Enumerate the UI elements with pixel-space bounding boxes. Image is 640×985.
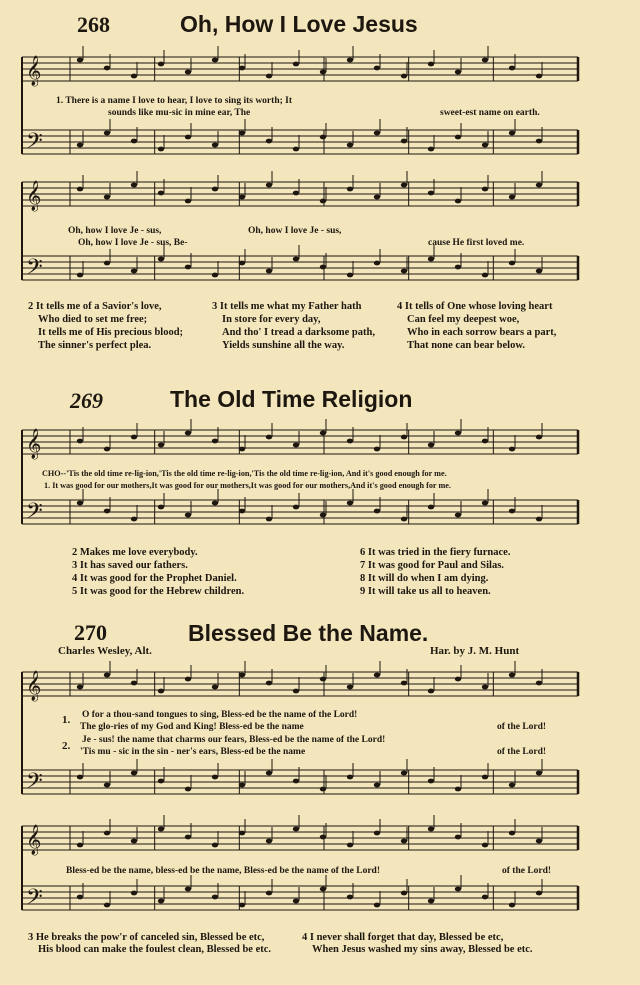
svg-text:𝄢: 𝄢 bbox=[26, 255, 43, 285]
lyric-line: 'Tis mu - sic in the sin - ner's ears, Bless-ed be the name bbox=[80, 747, 306, 757]
hymn-number-269: 269 bbox=[70, 388, 103, 413]
arranger-credit: Har. by J. M. Hunt bbox=[430, 645, 520, 657]
verse-block: 3 It tells me what my Father hath In store for every day, And tho' I tread a darksome path, Yields sunshine all the way. bbox=[212, 301, 375, 351]
staff bbox=[22, 419, 578, 460]
verse-block: 3 He breaks the pow'r of canceled sin, Blessed be etc, His blood can make the foulest clean, Blessed be etc. bbox=[28, 932, 272, 955]
staff bbox=[22, 815, 578, 856]
lyric-line: 1. There is a name I love to hear, I love to sing its worth; It bbox=[56, 96, 292, 106]
stanza-marker: 1. bbox=[62, 714, 71, 726]
svg-text:𝄞: 𝄞 bbox=[26, 825, 42, 855]
lyric-line: 1. It was good for our mothers,It was good for our mothers,It was good for our mothers,And it's good enough for me. bbox=[44, 481, 451, 490]
staff bbox=[22, 171, 578, 212]
svg-text:𝄞: 𝄞 bbox=[26, 181, 42, 211]
lyric-line: Oh, how I love Je - sus, bbox=[248, 226, 342, 236]
verse-block: 4 It tells of One whose loving heart Can feel my deepest woe, Who in each sorrow bears a part, That none can bear below. bbox=[397, 301, 557, 351]
svg-text:𝄞: 𝄞 bbox=[26, 671, 42, 701]
staff bbox=[22, 489, 578, 529]
lyric-line: Bless-ed be the name, bless-ed be the name, Bless-ed be the name of the Lord! bbox=[66, 866, 381, 876]
lyric-line: sounds like mu-sic in mine ear, The bbox=[108, 108, 251, 118]
author-credit: Charles Wesley, Alt. bbox=[58, 645, 152, 657]
svg-text:𝄢: 𝄢 bbox=[26, 769, 43, 799]
svg-text:𝄞: 𝄞 bbox=[26, 429, 42, 459]
verse-block: 2 Makes me love everybody. 3 It has saved our fathers. 4 It was good for the Prophet Daniel. 5 It was good for the Hebrew children. bbox=[72, 547, 245, 597]
staff bbox=[22, 759, 578, 799]
lyric-line: of the Lord! bbox=[497, 722, 547, 732]
staff bbox=[22, 46, 578, 87]
lyric-line: Oh, how I love Je - sus, Be- bbox=[78, 238, 188, 248]
svg-text:𝄢: 𝄢 bbox=[26, 885, 43, 915]
lyric-line: Oh, how I love Je - sus, bbox=[68, 226, 162, 236]
svg-text:𝄞: 𝄞 bbox=[26, 56, 42, 86]
lyric-line: Je - sus! the name that charms our fears, Bless-ed be the name of the Lord! bbox=[82, 735, 386, 745]
staff bbox=[22, 661, 578, 702]
svg-text:𝄢: 𝄢 bbox=[26, 499, 43, 529]
hymn-number-268: 268 bbox=[77, 12, 110, 37]
staff bbox=[22, 875, 578, 915]
hymn-title-268: Oh, How I Love Jesus bbox=[180, 11, 418, 37]
hymn-title-270: Blessed Be the Name. bbox=[188, 620, 429, 646]
stanza-marker: 2. bbox=[62, 740, 71, 752]
hymn-number-270: 270 bbox=[74, 620, 107, 645]
lyric-line: cause He first loved me. bbox=[428, 238, 525, 248]
lyric-line: sweet-est name on earth. bbox=[440, 108, 540, 118]
lyric-line: of the Lord! bbox=[502, 866, 552, 876]
hymn-title-269: The Old Time Religion bbox=[170, 386, 413, 412]
verse-block: 4 I never shall forget that day, Blessed be etc, When Jesus washed my sins away, Blessed be etc. bbox=[302, 932, 533, 955]
svg-text:𝄢: 𝄢 bbox=[26, 129, 43, 159]
verse-block: 2 It tells me of a Savior's love, Who died to set me free; It tells me of His precious blood; The sinner's perfect plea. bbox=[28, 301, 184, 351]
verse-block: 6 It was tried in the fiery furnace. 7 It was good for Paul and Silas. 8 It will do when I am dying. 9 It will take us all to heaven. bbox=[360, 547, 511, 597]
lyric-line: CHO--'Tis the old time re-lig-ion,'Tis the old time re-lig-ion,'Tis the old time re-lig-ion, And it's good enough for me. bbox=[42, 469, 447, 478]
lyric-line: of the Lord! bbox=[497, 747, 547, 757]
lyric-line: The glo-ries of my God and King! Bless-ed be the name bbox=[80, 722, 304, 732]
staff bbox=[22, 119, 578, 159]
lyric-line: O for a thou-sand tongues to sing, Bless-ed be the name of the Lord! bbox=[82, 710, 358, 720]
staff bbox=[22, 245, 578, 285]
